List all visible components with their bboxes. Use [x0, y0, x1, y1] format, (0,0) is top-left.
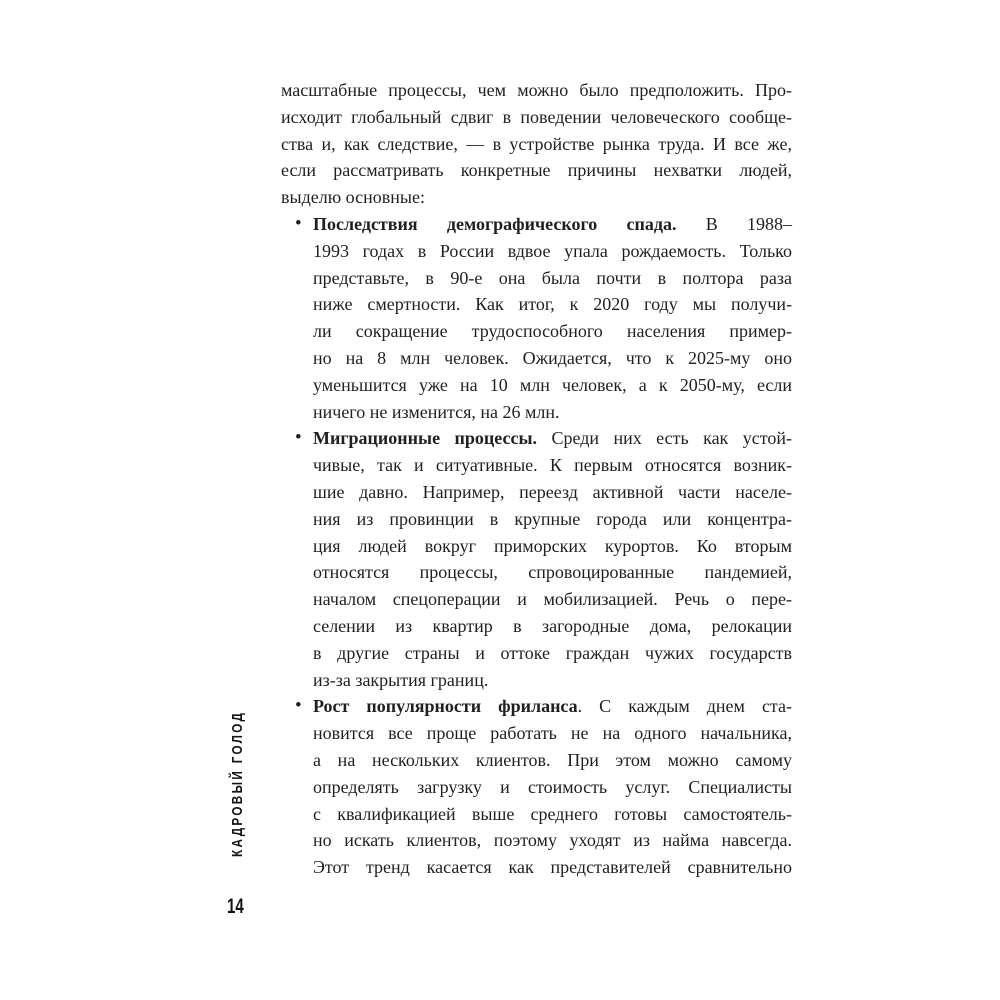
bullet-marker-icon: • [295, 695, 302, 717]
bullet-marker-icon: • [295, 427, 302, 449]
text-line: шие давно. Например, переезд активной части населе- [313, 481, 792, 502]
bullet-list [281, 211, 792, 881]
bullet-marker-icon: • [295, 212, 302, 234]
text-line: уменьшится уже на 10 млн человек, а к 2050-му, если [313, 374, 792, 395]
text-line: 1993 годах в России вдвое упала рождаемость. Только [313, 240, 792, 261]
bullet-item [281, 425, 792, 693]
text-line: Миграционные процессы. Среди них есть как устой- [313, 428, 792, 449]
intro-paragraph [281, 77, 792, 211]
text-line: Этот тренд касается как представителей сравнительно [313, 857, 792, 878]
spine-vertical-title [229, 670, 246, 857]
text-line: новится все проще работать не на одного начальника, [313, 723, 792, 744]
bullet-lead: Последствия демографического спада. [313, 213, 677, 234]
text-line: относятся процессы, спровоцированные пандемией, [313, 562, 792, 583]
text-line: если рассматривать конкретные причины нехватки людей, [281, 160, 792, 181]
text-line: определять загрузку и стоимость услуг. Специалисты [313, 776, 792, 797]
text-block [281, 77, 792, 881]
text-line: ция людей вокруг приморских курортов. Ко вторым [313, 535, 792, 556]
bullet-lead: Миграционные процессы. [313, 428, 538, 449]
page-number: 14 [227, 895, 244, 918]
text-line: но искать клиентов, поэтому уходят из найма навсегда. [313, 830, 792, 851]
text-line: ния из провинции в крупные города или концентра- [313, 508, 792, 529]
bullet-lead: Рост популярности фриланса [313, 696, 578, 717]
text-line: масштабные процессы, чем можно было предположить. Про- [281, 80, 792, 100]
text-line: исходит глобальный сдвиг в поведении человеческого сообще- [281, 106, 792, 127]
text-line: Последствия демографического спада. В 1988– [313, 213, 792, 234]
spine-title-text: КАДРОВЫЙ ГОЛОД [229, 710, 246, 857]
text-line: из-за закрытия границ. [313, 669, 489, 690]
bullet-item [281, 693, 792, 881]
text-line: в другие страны и оттоке граждан чужих государств [313, 642, 792, 663]
text-line: выделю основные: [281, 187, 425, 208]
text-line: а на нескольких клиентов. При этом можно самому [313, 749, 792, 770]
text-line: чивые, так и ситуативные. К первым относятся возник- [313, 455, 792, 476]
text-line: с квалификацией выше среднего готовы самостоятель- [313, 803, 792, 824]
text-line: ли сокращение трудоспособного населения пример- [313, 321, 792, 342]
text-line: ства и, как следствие, — в устройстве рынка труда. И все же, [281, 133, 792, 154]
text-line: Рост популярности фриланса. С каждым днем ста- [313, 696, 793, 717]
text-line: но на 8 млн человек. Ожидается, что к 2025-му оно [313, 347, 792, 368]
text-line: ничего не изменится, на 26 млн. [313, 401, 560, 422]
text-line: ниже смертности. Как итог, к 2020 году мы получи- [313, 294, 792, 315]
text-line: началом спецоперации и мобилизацией. Речь о пере- [313, 589, 792, 610]
text-line: селении из квартир в загородные дома, релокации [313, 615, 792, 636]
text-line: представьте, в 90-е она была почти в полтора раза [313, 267, 792, 288]
bullet-item [281, 211, 792, 425]
